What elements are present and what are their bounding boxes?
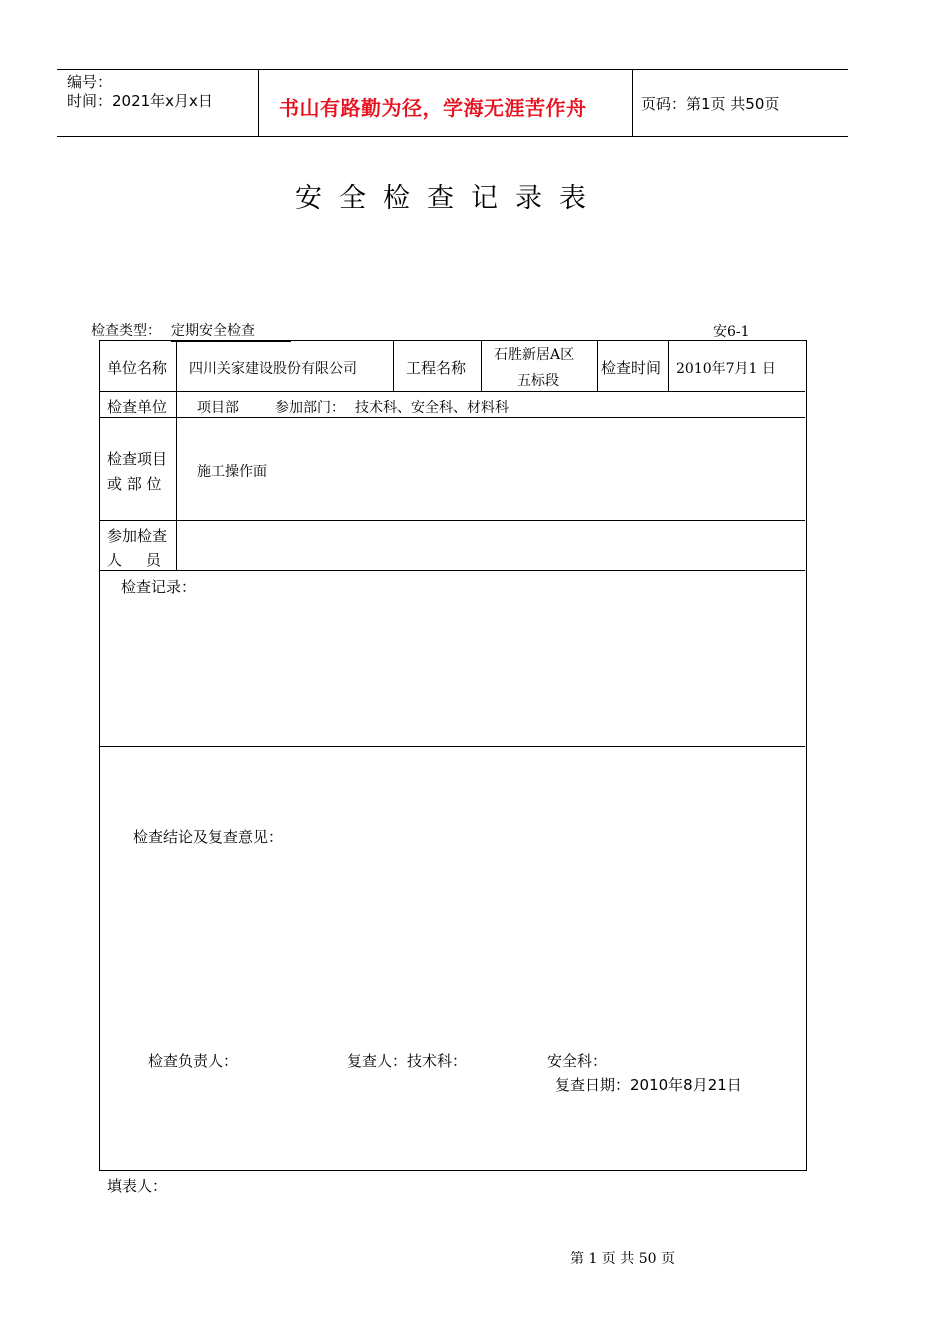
check-item-label-1: 检查项目 (107, 450, 168, 468)
check-type-label: 检查类型： (91, 323, 161, 339)
row-divider-5 (99, 746, 805, 747)
check-type-value: 定期安全检查 (171, 320, 291, 342)
check-time-value: 2010年7月1 日 (676, 361, 776, 377)
header-divider-right (632, 69, 633, 136)
conclusion-label: 检查结论及复查意见： (133, 828, 284, 846)
filler-label: 填表人： (107, 1177, 168, 1195)
project-name-value-2: 五标段 (517, 373, 559, 389)
review-date: 复查日期：2010年8月21日 (555, 1076, 742, 1094)
header-time: 时间：2021年x月x日 (67, 92, 213, 110)
check-item-value: 施工操作面 (197, 464, 267, 480)
check-unit-value: 项目部 (197, 400, 239, 416)
header-top-rule (57, 69, 848, 70)
safety-signature: 安全科： (547, 1052, 608, 1070)
unit-name-value: 四川关家建设股份有限公司 (189, 361, 357, 377)
reviewer-signature: 复查人：技术科： (347, 1052, 468, 1070)
col-divider-2 (393, 340, 394, 391)
row-divider-4 (99, 570, 805, 571)
col-divider-5 (668, 340, 669, 391)
col-divider-4 (597, 340, 598, 391)
participants-label-1: 参加检查 (107, 527, 168, 545)
check-time-label: 检查时间 (601, 359, 662, 377)
row-divider-3 (99, 520, 805, 521)
dept-label: 参加部门： (275, 400, 345, 416)
header-number: 编号： (67, 73, 113, 91)
check-item-label-2: 或 部 位 (107, 475, 162, 493)
leader-signature: 检查负责人： (148, 1052, 239, 1070)
row-divider-1 (99, 391, 805, 392)
col-divider-label (176, 340, 177, 570)
header-motto: 书山有路勤为径，学海无涯苦作舟 (279, 96, 587, 120)
header-bottom-rule (57, 136, 848, 137)
check-unit-label: 检查单位 (107, 398, 168, 416)
page-title: 安全检查记录表 (295, 183, 603, 214)
unit-name-label: 单位名称 (107, 359, 168, 377)
project-name-label: 工程名称 (406, 359, 467, 377)
participants-label-2: 人 员 (107, 551, 161, 569)
row-divider-2 (99, 417, 805, 418)
header-page-info: 页码：第1页 共50页 (641, 95, 780, 113)
project-name-value-1: 石胜新居A区 (494, 347, 575, 363)
header-divider-left (258, 69, 259, 136)
check-record-label: 检查记录： (121, 578, 197, 596)
form-code: 安6-1 (713, 324, 750, 340)
col-divider-3 (481, 340, 482, 391)
dept-value: 技术科、安全科、材料科 (355, 400, 509, 416)
footer-page-number: 第 1 页 共 50 页 (570, 1251, 675, 1267)
